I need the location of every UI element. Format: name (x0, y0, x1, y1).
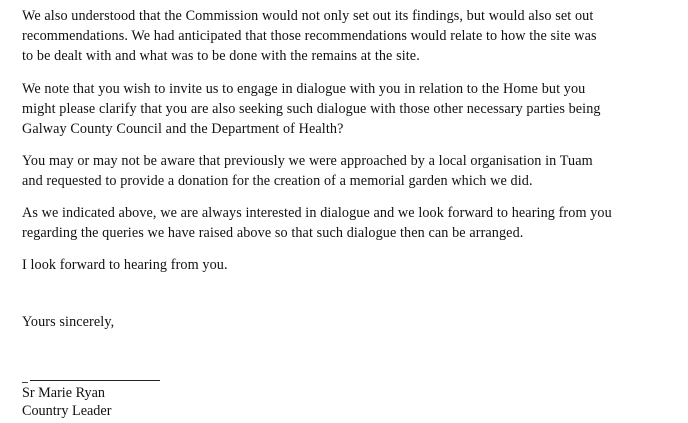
text-line: We note that you wish to invite us to engage in dialogue with you in relation to the Home but you (22, 81, 586, 97)
paragraph-memorial-donation (22, 151, 672, 191)
text-line: I look forward to hearing from you. (22, 257, 228, 273)
paragraph-interest-in-dialogue (22, 203, 672, 243)
text-line: We also understood that the Commission would not only set out its findings, but would also set out (22, 8, 594, 24)
text-line: As we indicated above, we are always interested in dialogue and we look forward to hearing from you (22, 205, 612, 221)
text-line: to be dealt with and what was to be done with the remains at the site. (22, 48, 420, 64)
paragraph-dialogue-request (22, 79, 672, 139)
text-line: and requested to provide a donation for the creation of a memorial garden which we did. (22, 173, 533, 189)
closing-text: Yours sincerely, (22, 314, 115, 330)
signatory-name: Sr Marie Ryan (22, 385, 105, 401)
paragraph-commission-findings (22, 6, 672, 66)
text-line: You may or may not be aware that previously we were approached by a local organisation in Tuam (22, 153, 593, 169)
signatory-title: Country Leader (22, 403, 112, 419)
text-line: recommendations. We had anticipated that those recommendations would relate to how the site was (22, 28, 597, 44)
text-line: regarding the queries we have raised above so that such dialogue then can be arranged. (22, 225, 524, 241)
signature-line (30, 380, 160, 381)
paragraph-look-forward (22, 255, 672, 275)
closing-salutation (22, 312, 672, 332)
text-line: Galway County Council and the Department of Health? (22, 121, 344, 137)
text-line: might please clarify that you are also seeking such dialogue with those other necessary parties being (22, 101, 601, 117)
